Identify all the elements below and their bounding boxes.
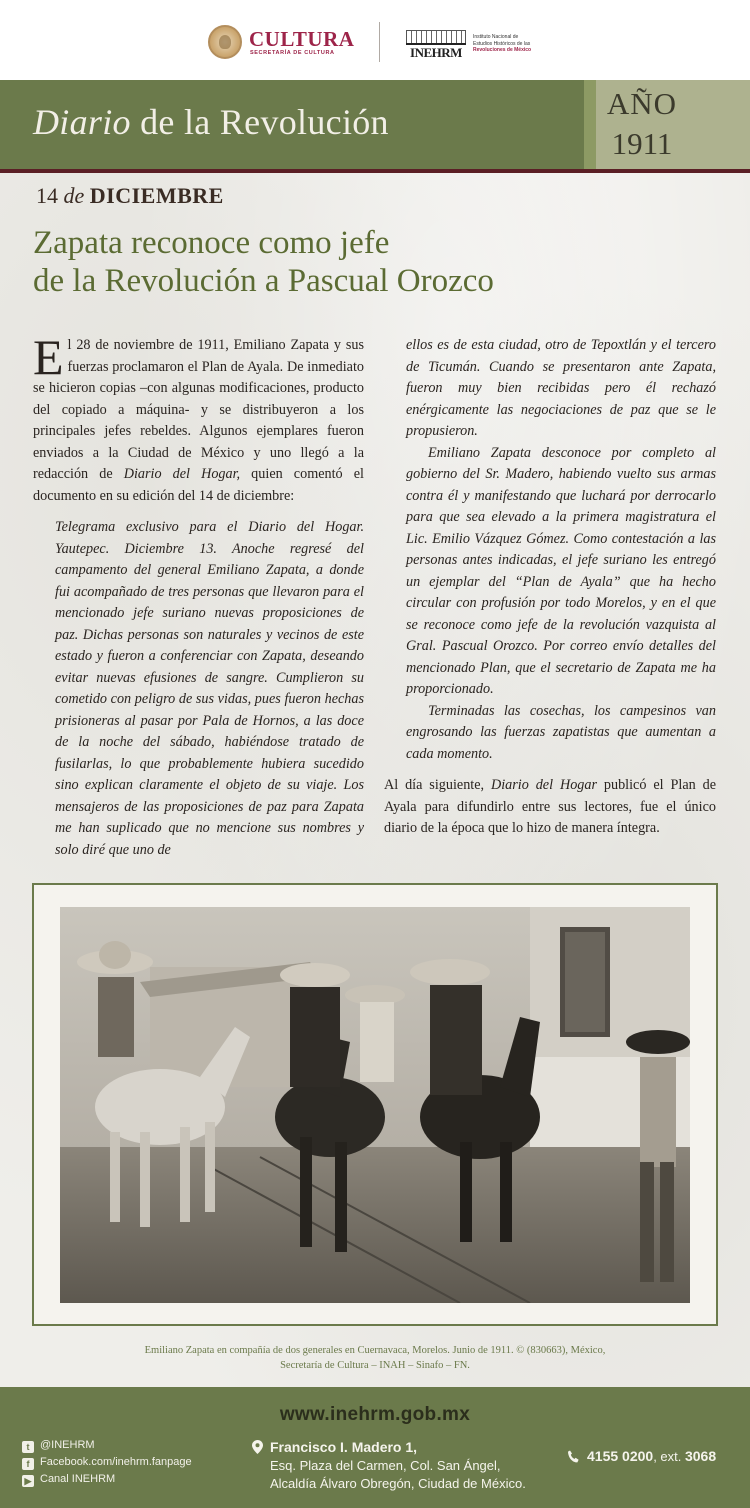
closing-text-end: publicó el Plan de Ayala para difundirlo entre sus lectores, fue el único diario de la época que lo hizo de manera íntegra.: [384, 777, 716, 836]
closing-emphasis: Diario del Hogar: [490, 777, 597, 793]
closing-text: Al día siguiente,: [384, 777, 491, 793]
intro-paragraph: [33, 329, 364, 507]
article-column-right: [384, 335, 716, 840]
inehrm-full-name: [473, 34, 563, 54]
closing-paragraph: [384, 775, 716, 840]
title-rest: de la Revolución: [130, 102, 389, 142]
inehrm-name-line: Estudios Históricos de las: [473, 40, 531, 47]
article-date: [36, 183, 224, 209]
title-italic: Diario: [33, 102, 131, 142]
inehrm-building-icon: [406, 30, 466, 43]
intro-text: l 28 de noviembre de 1911, Emiliano Zapata y sus fuerzas proclamaron el Plan de Ayala. De inmediato se hicieron copias –con algunas modificaciones, producto del copiado a máquina- y se distribuyeron a los principales jefes rebeldes. Algunos ejemplares fueron enviados a la Ciudad de México y uno llegó a la redacción de: [33, 337, 364, 482]
inehrm-logo-text: INEHRM: [406, 43, 466, 60]
date-de: de: [63, 183, 85, 208]
youtube-channel: Canal INEHRM: [40, 1473, 116, 1485]
twitter-handle: @INEHRM: [40, 1439, 95, 1451]
caption-line: Secretaría de Cultura – INAH – Sinafo – FN.: [280, 1360, 470, 1371]
facebook-handle: Facebook.com/inehrm.fanpage: [40, 1456, 192, 1468]
address-line: Esq. Plaza del Carmen, Col. San Ángel,: [270, 1458, 501, 1473]
telegram-quote-para: Emiliano Zapata desconoce por completo al gobierno del Sr. Madero, habiendo vuelto sus armas contra él y manifestando que luchará por derrocarlo para que sea elevado a la primera magistratura el Lic. Emilio Vázquez Gómez. Como contestación a las personas antes indicadas, el jefe suriano les entregó un ejemplar del “Plan de Ayala” que ha hecho circular con profusión por todo Morelos, y en el que se reconoce como jefe de la revolución vazquista al Gral. Pascual Orozco. Por correo envío detalles del mencionado Plan, que el secretario de Zapata me ha proporcionado.: [406, 444, 716, 697]
twitter-icon: t: [22, 1441, 34, 1453]
cultura-logo-text: CULTURA: [249, 27, 355, 51]
article-column-left: [33, 329, 364, 861]
inehrm-logo: [406, 30, 466, 60]
historic-photo: [60, 907, 690, 1303]
inehrm-name-line: Instituto Nacional de: [473, 34, 519, 40]
caption-line: Emiliano Zapata en compañía de dos generales en Cuernavaca, Morelos. Junio de 1911. © (830663), México,: [144, 1345, 606, 1356]
date-month: DICIEMBRE: [89, 183, 224, 208]
zapata-horsemen-photo: [60, 907, 690, 1303]
address-title: Francisco I. Madero 1,: [270, 1439, 418, 1455]
address-block: [252, 1438, 526, 1493]
inehrm-name-line: Revoluciones de México: [473, 47, 532, 53]
facebook-icon: f: [22, 1458, 34, 1470]
photo-caption: [90, 1343, 660, 1373]
logo-bar: [0, 0, 750, 80]
cultura-subtitle: SECRETARÍA DE CULTURA: [250, 50, 335, 56]
headline-line: Zapata reconoce como jefe: [33, 225, 390, 261]
youtube-icon: ▶: [22, 1475, 34, 1487]
phone-contact[interactable]: [568, 1448, 716, 1464]
phone-ext-label: , ext.: [653, 1449, 685, 1464]
intro-emphasis: Diario del Hogar,: [123, 466, 241, 482]
phone-number: 4155 0200: [587, 1448, 654, 1464]
website-link[interactable]: www.inehrm.gob.mx: [279, 1404, 471, 1425]
publication-title: [33, 101, 389, 143]
address-line: Alcaldía Álvaro Obregón, Ciudad de México.: [270, 1476, 526, 1491]
headline-line: de la Revolución a Pascual Orozco: [33, 263, 494, 299]
twitter-link[interactable]: [22, 1439, 95, 1453]
header-rule: [0, 169, 750, 173]
intro-text-end: quien comentó el documento en su edición del 14 de diciembre:: [33, 466, 364, 504]
youtube-link[interactable]: [22, 1473, 115, 1487]
date-day: 14: [36, 183, 58, 208]
telegram-quote-cont: ellos es de esta ciudad, otro de Tepoxtlán y el tercero de Ticumán. Cuando se presentaron ante Zapata, fueron muy bien recibidas pero él rechazó enérgicamente las negociaciones de paz que se le propusieron.: [406, 337, 716, 439]
drop-cap: E: [33, 329, 64, 385]
phone-ext: 3068: [684, 1448, 717, 1464]
article-headline: [33, 224, 713, 300]
mexico-seal-icon: [208, 25, 242, 59]
year-label: AÑO: [606, 86, 678, 121]
phone-icon: [568, 1450, 579, 1463]
logo-divider: [379, 22, 380, 62]
location-pin-icon: [252, 1440, 263, 1454]
year-number: 1911: [611, 126, 673, 161]
facebook-link[interactable]: [22, 1456, 192, 1470]
telegram-quote: Telegrama exclusivo para el Diario del Hogar. Yautepec. Diciembre 13. Anoche regresé del campamento del general Emiliano Zapata, a donde fui acompañado de tres personas que llevaron para el mencionado jefe suriano nuevas proposiciones de paz. Dichas personas son naturales y vecinos de este estado y fueron a conferenciar con Zapata, deseando evitar nuevas efusiones de sangre. Cumplieron su cometido con peligro de sus vidas, pues fueron hechas prisioneras al pasar por Pala de Hornos, a las doce de la noche del sábado, habiéndose tratado de fusilarlas, lo que probablemente hubiera sucedido sino explican claramente el objeto de su viaje. Los mensajeros de las proposiciones de paz para Zapata me han suplicado que no mencione sus nombres y solo diré que uno de: [55, 519, 364, 858]
telegram-quote-para: Terminadas las cosechas, los campesinos van engrosando las fuerzas zapatistas que aumentan a cada momento.: [406, 702, 716, 762]
